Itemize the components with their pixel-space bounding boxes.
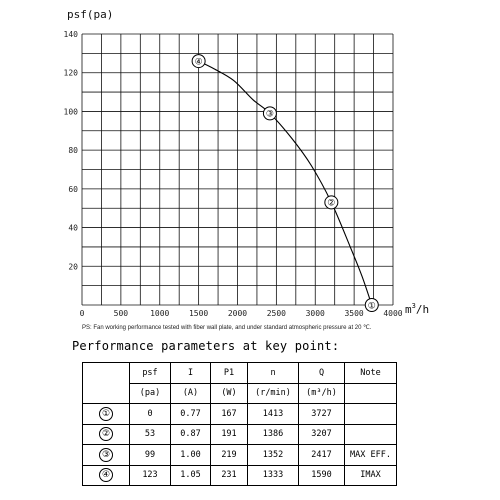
table-units-row: [83, 383, 397, 404]
chart-note: PS: Fan working performance tested with fiber wall plate, and under standard atmospheric pressure at 20 ℃.: [82, 325, 372, 331]
row-point-cell: [83, 404, 130, 425]
row-speed: 1333: [248, 465, 299, 486]
unit-current: (A): [171, 383, 211, 404]
unit-flow: (m³/h): [299, 383, 345, 404]
row-flow: 1590: [299, 465, 345, 486]
table-row: [83, 465, 397, 486]
y-tick-label: 120: [63, 68, 78, 78]
x-tick-label: 3500: [344, 309, 364, 318]
key-point-label: ②: [327, 198, 336, 209]
row-flow: 3207: [299, 424, 345, 445]
key-point-label: ③: [265, 109, 274, 120]
point-2-badge: ②: [99, 427, 113, 441]
table-corner-cell: [83, 363, 130, 404]
row-note: [345, 404, 397, 425]
row-flow: 2417: [299, 445, 345, 466]
row-psf: 0: [130, 404, 171, 425]
x-tick-label: 0: [79, 309, 85, 318]
table-row: [83, 424, 397, 445]
x-tick-label: 3000: [305, 309, 325, 318]
row-psf: 123: [130, 465, 171, 486]
point-3-badge: ③: [99, 448, 113, 462]
series-line: [199, 61, 372, 305]
y-tick-label: 20: [68, 262, 78, 272]
row-power: 167: [211, 404, 248, 425]
table-header-row: [83, 363, 397, 384]
x-tick-label: 2000: [227, 309, 248, 318]
x-tick-label: 4000: [383, 309, 403, 318]
y-tick-label: 140: [63, 30, 78, 39]
row-power: 219: [211, 445, 248, 466]
header-current: I: [171, 363, 211, 384]
row-note: MAX EFF.: [345, 445, 397, 466]
x-axis-label-tail: /h: [415, 303, 430, 316]
table-row: [83, 404, 397, 425]
row-current: 0.87: [171, 424, 211, 445]
y-axis-label: psf(pa): [67, 8, 114, 21]
y-tick-label: 60: [68, 184, 78, 194]
header-speed: n: [248, 363, 299, 384]
row-point-cell: [83, 465, 130, 486]
unit-note: [345, 383, 397, 404]
row-psf: 53: [130, 424, 171, 445]
key-point-label: ①: [367, 301, 376, 312]
row-speed: 1352: [248, 445, 299, 466]
header-psf: psf: [130, 363, 171, 384]
chart-series: [199, 61, 372, 305]
x-tick-label: 500: [113, 309, 129, 318]
row-point-cell: [83, 445, 130, 466]
x-axis-label-sup: 3: [411, 302, 416, 310]
chart-markers: [192, 55, 378, 312]
chart-grid: [82, 34, 393, 305]
row-flow: 3727: [299, 404, 345, 425]
x-tick-label: 1000: [150, 309, 170, 318]
table-row: [83, 445, 397, 466]
row-note: [345, 424, 397, 445]
row-psf: 99: [130, 445, 171, 466]
unit-psf: (pa): [130, 383, 171, 404]
key-point-label: ④: [194, 57, 203, 68]
row-current: 1.05: [171, 465, 211, 486]
header-power: P1: [211, 363, 248, 384]
performance-table: [82, 362, 397, 486]
x-tick-label: 1500: [188, 309, 209, 318]
row-power: 191: [211, 424, 248, 445]
row-speed: 1413: [248, 404, 299, 425]
chart-ticks: [64, 30, 403, 318]
row-point-cell: [83, 424, 130, 445]
row-speed: 1386: [248, 424, 299, 445]
row-note: IMAX: [345, 465, 397, 486]
x-tick-label: 2500: [266, 309, 287, 318]
point-1-badge: ①: [99, 407, 113, 421]
performance-table-title: Performance parameters at key point:: [72, 339, 340, 353]
x-axis-label-main: m: [405, 303, 412, 316]
y-tick-label: 40: [68, 223, 78, 233]
x-axis-label: [405, 302, 429, 316]
point-4-badge: ④: [99, 468, 113, 482]
unit-power: (W): [211, 383, 248, 404]
y-tick-label: 80: [68, 146, 78, 156]
unit-speed: (r/min): [248, 383, 299, 404]
header-flow: Q: [299, 363, 345, 384]
row-current: 0.77: [171, 404, 211, 425]
row-current: 1.00: [171, 445, 211, 466]
row-power: 231: [211, 465, 248, 486]
y-tick-label: 100: [63, 107, 78, 117]
header-note: Note: [345, 363, 397, 384]
